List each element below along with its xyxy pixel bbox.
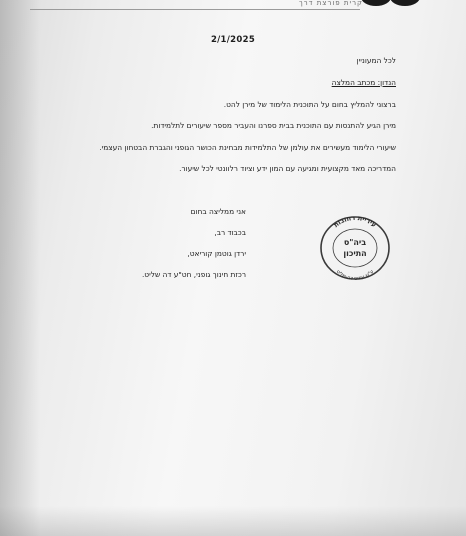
signer-title: רכזת חינוך גופני, חט"ע דה שליט. bbox=[141, 270, 246, 279]
body-paragraph: מירן הגיע להתנסות עם התוכנית בבית ספרנו והעביר מספר שיעורים לתלמידות. bbox=[151, 121, 396, 130]
stamp-center-line-1: ביה"ס bbox=[343, 238, 367, 247]
svg-text:עיריית רחובות bbox=[332, 215, 378, 229]
signer-name: ירדן גוטמן קוריאט, bbox=[187, 249, 246, 258]
letterhead-rule bbox=[30, 9, 360, 10]
stamp-ring-text: עיריית רחובות bbox=[332, 215, 378, 230]
page-fold-shadow bbox=[0, 0, 40, 536]
letter-date: 2/1/2025 bbox=[210, 35, 256, 45]
salutation: לכל המעוניין bbox=[356, 56, 396, 65]
stamp-bottom-text: ע"ש עמוס דה-שליט bbox=[334, 268, 376, 281]
letterhead-logo-icon bbox=[360, 0, 430, 8]
svg-text:ע"ש עמוס דה-שליט bbox=[335, 269, 375, 281]
closing-recommendation: אני ממליצה בחום bbox=[190, 207, 246, 216]
letterhead-slogan: קרית פורצת דרך bbox=[298, 0, 363, 7]
body-paragraph: המדריכה מאד מקצועית ומגיעה עם המון ידע וציוד רלוונטי לכל שיעור. bbox=[179, 164, 396, 173]
body-paragraph: ברצוני להמליץ בחום על התוכנית הלימוד של מירן להט. bbox=[223, 100, 396, 109]
page-bottom-shadow bbox=[0, 506, 466, 536]
stamp-center-line-2: התיכון bbox=[343, 249, 367, 258]
school-stamp-seal bbox=[318, 215, 392, 281]
closing-regards: בכבוד רב, bbox=[214, 228, 246, 237]
body-paragraph: שיעורי הלימוד מעשירים את עולמן של התלמידות מבחינת הכושר הגופני והגברת הבטחון העצמי. bbox=[99, 143, 396, 152]
letter-subject: הנדון: מכתב המלצה bbox=[331, 78, 396, 87]
